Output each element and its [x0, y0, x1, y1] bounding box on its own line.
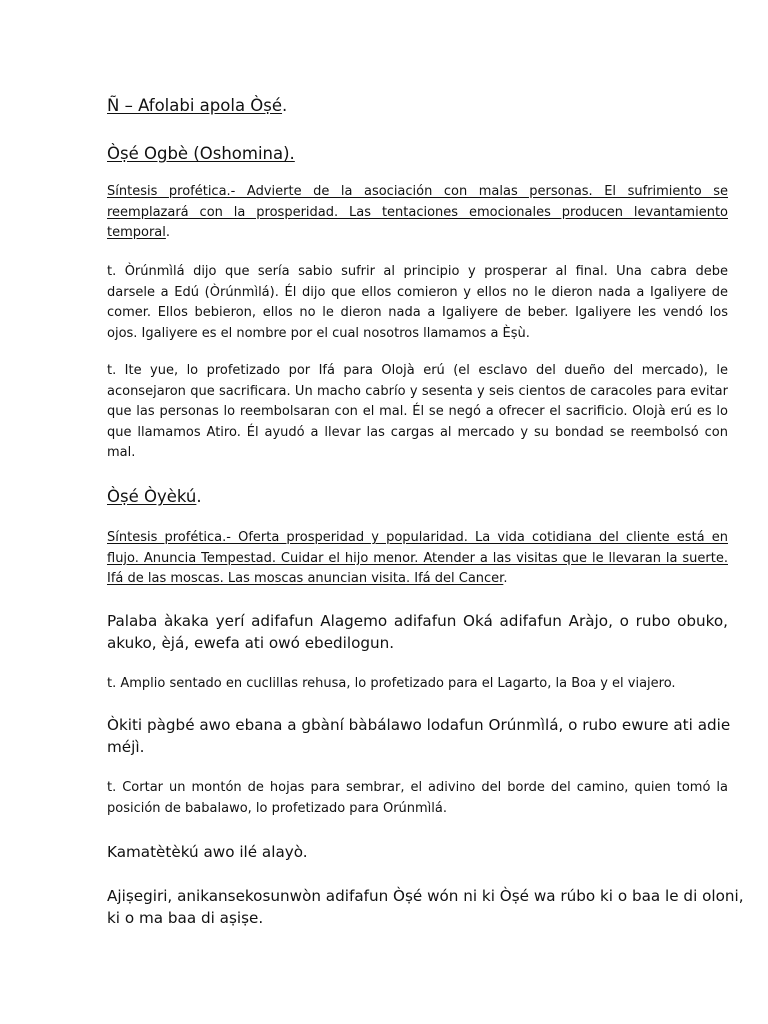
synthesis-line-text: temporal [107, 225, 166, 240]
yoruba-verse [107, 841, 728, 863]
verse-line: Kamatètèkú awo ilé alayò. [107, 843, 308, 861]
paragraph-line: t. Ite yue, lo profetizado por Ifá para Olojà erú (el esclavo del dueño del mercado), le [107, 363, 728, 378]
synthesis-line: reemplazará con la prosperidad. Las tentaciones emocionales producen levantamiento [107, 204, 728, 220]
synthesis-line [107, 223, 728, 244]
paragraph-line: t. Òrúnmìlá dijo que sería sabio sufrir al principio y prosperar al final. Una cabra debe [107, 264, 728, 279]
verse-line: Òkiti pàgbé awo ebana a gbàní bàbálawo lodafun Orúnmìlá, o rubo ewure ati adie [107, 716, 731, 734]
translation-paragraph [107, 674, 728, 695]
synthesis-line: flujo. Anuncia Tempestad. Cuidar el hijo menor. Atender a las visitas que le llevaran la suerte. [107, 550, 728, 566]
yoruba-verse [107, 714, 731, 758]
translation-paragraph [107, 361, 728, 464]
main-heading-text: Ñ – Afolabi apola Òṣé [107, 96, 283, 115]
synthesis-line: Síntesis profética.- Oferta prosperidad y popularidad. La vida cotidiana del cliente está en [107, 530, 728, 545]
synthesis-line-text: Ifá de las moscas. Las moscas anuncian visita. Ifá del Cancer [107, 571, 504, 586]
paragraph-line: que llamamos Atiro. Él ayudó a llevar las cargas al mercado y su bondad se reembolsó con [107, 424, 728, 440]
verse-line: ki o ma baa di aṣiṣe. [107, 909, 264, 927]
yoruba-verse [107, 885, 744, 929]
synthesis-paragraph-ose-ogbe [107, 182, 728, 244]
paragraph-line: comer. Ellos bebieron, ellos no le dieron nada a Igaliyere de beber. Igaliyere les vendó los [107, 305, 728, 320]
main-heading-suffix: . [282, 96, 288, 115]
verse-line: akuko, èjá, ewefa ati owó ebedilogun. [107, 634, 395, 652]
yoruba-verse [107, 610, 728, 654]
paragraph-line: aconsejaron que sacrificara. Un macho cabrío y sesenta y seis cientos de caracoles para evitar [107, 383, 728, 399]
main-heading [107, 95, 287, 117]
paragraph-line: darsele a Edú (Òrúnmìlá). Él dijo que ellos comieron y ellos no le dieron nada a Igaliyere de [107, 284, 728, 300]
paragraph-line: posición de babalawo, lo profetizado para Orúnmìlá. [107, 800, 447, 816]
synthesis-suffix: . [503, 571, 508, 586]
paragraph-line: t. Amplio sentado en cuclillas rehusa, lo profetizado para el Lagarto, la Boa y el viajero. [107, 676, 676, 691]
paragraph-line: mal. [107, 445, 136, 460]
section-title-ose-ogbe-text: Òṣé Ogbè (Oshomina). [107, 144, 295, 163]
section-title-ose-ogbe [107, 143, 295, 165]
translation-paragraph [107, 778, 728, 819]
verse-line: Palaba àkaka yerí adifafun Alagemo adifafun Oká adifafun Aràjo, o rubo obuko, [107, 612, 728, 630]
verse-line: Ajiṣegiri, anikansekosunwòn adifafun Òṣé wón ni ki Òṣé wa rúbo ki o baa le di oloni, [107, 887, 744, 905]
synthesis-paragraph-ose-oyeku [107, 528, 728, 590]
paragraph-line: t. Cortar un montón de hojas para sembrar, el adivino del borde del camino, quien tomó la [107, 780, 728, 795]
paragraph-line: que las personas lo reembolsaran con el mal. Él se negó a ofrecer el sacrificio. Olojà erú es lo [107, 404, 728, 419]
section-title-ose-oyeku-text: Òṣé Òyèkú [107, 487, 197, 506]
synthesis-suffix: . [165, 225, 171, 240]
verse-line: méjì. [107, 738, 145, 756]
synthesis-line: Síntesis profética.- Advierte de la asociación con malas personas. El sufrimiento se [107, 184, 728, 199]
synthesis-line [107, 569, 728, 590]
paragraph-line: ojos. Igaliyere es el nombre por el cual nosotros llamamos a Èṣù. [107, 325, 530, 341]
section-title-suffix: . [196, 487, 202, 506]
translation-paragraph [107, 262, 728, 344]
section-title-ose-oyeku [107, 486, 202, 508]
